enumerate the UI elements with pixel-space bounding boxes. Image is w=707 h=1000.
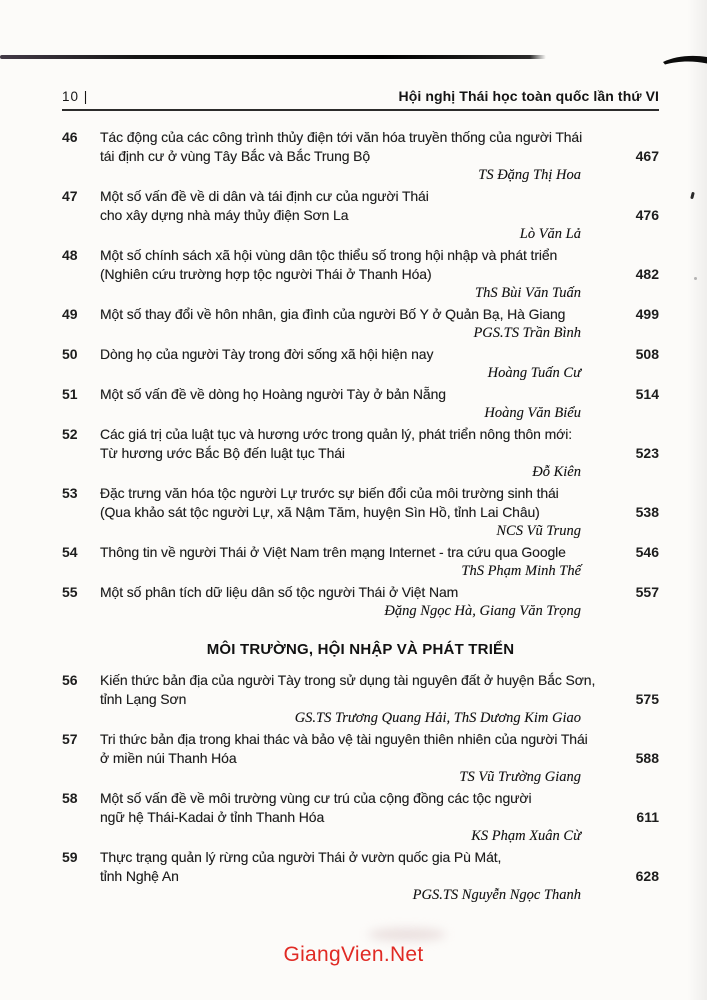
toc <box>62 128 659 905</box>
entry-authors: ThS Bùi Văn Tuấn <box>475 285 581 301</box>
entry-title <box>100 671 611 709</box>
entry-title-line: (Nghiên cứu trường hợp tộc người Thái ở Thanh Hóa) <box>100 266 432 282</box>
toc-entry <box>62 425 659 482</box>
running-title: Hội nghị Thái học toàn quốc lần thứ VI <box>398 88 659 104</box>
watermark-text: GiangVien.Net <box>283 943 424 966</box>
page-content <box>62 88 659 907</box>
entry-page-number: 575 <box>635 691 659 707</box>
entry-title-line: Kiến thức bản địa của người Tày trong sử dụng tài nguyên đất ở huyện Bắc Sơn, <box>100 672 596 688</box>
entry-title <box>100 246 611 284</box>
entry-page-number: 476 <box>635 207 659 223</box>
toc-entry-row <box>62 730 659 768</box>
folio-page-number: 10 | <box>62 89 89 104</box>
entry-title <box>100 128 611 166</box>
toc-entry <box>62 246 659 303</box>
toc-entry <box>62 671 659 728</box>
entry-title-line: tỉnh Nghệ An <box>100 868 179 884</box>
entry-page-number: 467 <box>635 148 659 164</box>
scan-artifact-corner-swoosh <box>663 52 707 70</box>
toc-entry-row <box>62 305 659 324</box>
entry-title <box>100 345 611 364</box>
entry-title <box>100 425 611 463</box>
toc-entry-row <box>62 543 659 562</box>
entry-page-number: 546 <box>635 544 659 560</box>
entry-title-line: Một số thay đổi về hôn nhân, gia đình của người Bố Y ở Quản Bạ, Hà Giang <box>100 306 566 322</box>
entry-number: 58 <box>62 790 78 806</box>
entry-title-line: Thông tin về người Thái ở Việt Nam trên mạng Internet - tra cứu qua Google <box>100 544 566 560</box>
scan-artifact-speck <box>690 192 695 200</box>
entry-title-line: Một số vấn đề về dòng họ Hoàng người Tày ở bản Nẵng <box>100 386 446 402</box>
entry-title <box>100 187 611 225</box>
toc-entry-row <box>62 425 659 463</box>
toc-entry-row <box>62 385 659 404</box>
toc-entry <box>62 385 659 423</box>
scan-artifact-top-line <box>0 55 546 59</box>
entry-title <box>100 305 611 324</box>
entry-title-line: ngữ hệ Thái-Kadai ở tỉnh Thanh Hóa <box>100 809 325 825</box>
header-rule <box>62 109 659 111</box>
toc-entry-row <box>62 187 659 225</box>
entry-number: 52 <box>62 426 78 442</box>
entry-title-line: Từ hương ước Bắc Bộ đến luật tục Thái <box>100 445 345 461</box>
entry-title-line: Một số vấn đề về di dân và tái định cư của người Thái <box>100 188 429 204</box>
entry-number: 59 <box>62 849 78 865</box>
entry-title-line: Một số chính sách xã hội vùng dân tộc thiểu số trong hội nhập và phát triển <box>100 247 558 263</box>
entry-title-line: (Qua khảo sát tộc người Lự, xã Nậm Tăm, huyện Sìn Hồ, tỉnh Lai Châu) <box>100 504 540 520</box>
entry-page-number: 628 <box>635 868 659 884</box>
entry-authors: TS Đặng Thị Hoa <box>478 167 581 183</box>
entry-authors: Hoàng Văn Biểu <box>484 405 581 421</box>
entry-authors: TS Vũ Trường Giang <box>459 769 581 785</box>
entry-page-number: 508 <box>635 346 659 362</box>
toc-entry-row <box>62 246 659 284</box>
page-header <box>62 88 659 104</box>
entry-authors: KS Phạm Xuân Cừ <box>471 828 581 844</box>
entry-title-line: tỉnh Lạng Sơn <box>100 691 187 707</box>
entry-page-number: 538 <box>635 504 659 520</box>
entry-authors: Đỗ Kiên <box>532 464 581 480</box>
entry-title <box>100 848 611 886</box>
entry-title <box>100 583 611 602</box>
entry-title-line: Tri thức bản địa trong khai thác và bảo vệ tài nguyên thiên nhiên của người Thái <box>100 731 588 747</box>
toc-entry-row <box>62 848 659 886</box>
toc-entry <box>62 789 659 846</box>
toc-entry-row <box>62 671 659 709</box>
entry-page-number: 523 <box>635 445 659 461</box>
toc-entry <box>62 484 659 541</box>
toc-entry <box>62 543 659 581</box>
entry-number: 55 <box>62 584 78 600</box>
toc-entry <box>62 187 659 244</box>
entry-page-number: 514 <box>635 386 659 402</box>
entry-page-number: 557 <box>635 584 659 600</box>
entry-title-line: Tác động của các công trình thủy điện tới văn hóa truyền thống của người Thái <box>100 129 583 145</box>
toc-entry <box>62 848 659 905</box>
entry-page-number: 482 <box>635 266 659 282</box>
entry-number: 57 <box>62 731 78 747</box>
entry-authors: PGS.TS Trần Bình <box>473 325 581 341</box>
entry-title <box>100 543 611 562</box>
entry-title-line: cho xây dựng nhà máy thủy điện Sơn La <box>100 207 349 223</box>
entry-number: 46 <box>62 129 78 145</box>
toc-entry <box>62 128 659 185</box>
entry-title-line: Các giá trị của luật tục và hương ước trong quản lý, phát triển nông thôn mới: <box>100 426 572 442</box>
toc-entry <box>62 345 659 383</box>
entry-authors: Đặng Ngọc Hà, Giang Văn Trọng <box>384 603 581 619</box>
entry-title-line: ở miền núi Thanh Hóa <box>100 750 237 766</box>
folio-separator: | <box>83 89 89 104</box>
entry-number: 53 <box>62 485 78 501</box>
entry-authors: NCS Vũ Trung <box>496 523 581 539</box>
section-heading: MÔI TRƯỜNG, HỘI NHẬP VÀ PHÁT TRIỂN <box>206 641 515 658</box>
entry-authors: GS.TS Trương Quang Hải, ThS Dương Kim Giao <box>294 710 581 726</box>
entry-page-number: 499 <box>635 306 659 322</box>
toc-entry-row <box>62 484 659 522</box>
entry-title <box>100 385 611 404</box>
toc-entry-row <box>62 128 659 166</box>
entry-number: 48 <box>62 247 78 263</box>
entry-page-number: 611 <box>636 809 659 825</box>
entry-title <box>100 484 611 522</box>
toc-entry-row <box>62 789 659 827</box>
entry-authors: ThS Phạm Minh Thế <box>461 563 581 579</box>
toc-entry <box>62 730 659 787</box>
scan-artifact-speck <box>694 277 697 280</box>
entry-title-line: Đặc trưng văn hóa tộc người Lự trước sự biến đổi của môi trường sinh thái <box>100 485 559 501</box>
entry-title <box>100 789 611 827</box>
entry-title <box>100 730 611 768</box>
entry-authors: Hoàng Tuấn Cư <box>487 365 581 381</box>
toc-entry <box>62 583 659 621</box>
toc-entry <box>62 305 659 343</box>
scan-artifact-smudge <box>368 928 446 941</box>
entry-title-line: Một số phân tích dữ liệu dân số tộc người Thái ở Việt Nam <box>100 584 459 600</box>
entry-number: 49 <box>62 306 78 322</box>
entry-title-line: Thực trạng quản lý rừng của người Thái ở vườn quốc gia Pù Mát, <box>100 849 502 865</box>
entry-number: 50 <box>62 346 78 362</box>
entry-authors: Lò Văn Lả <box>519 226 581 242</box>
entry-number: 56 <box>62 672 78 688</box>
entry-title-line: tái định cư ở vùng Tây Bắc và Bắc Trung Bộ <box>100 148 371 164</box>
entry-number: 51 <box>62 386 78 402</box>
toc-entry-row <box>62 345 659 364</box>
entry-number: 47 <box>62 188 78 204</box>
entry-title-line: Dòng họ của người Tày trong đời sống xã hội hiện nay <box>100 346 434 362</box>
toc-entry-row <box>62 583 659 602</box>
entry-title-line: Một số vấn đề về môi trường vùng cư trú của cộng đồng các tộc người <box>100 790 532 806</box>
entry-number: 54 <box>62 544 78 560</box>
entry-page-number: 588 <box>635 750 659 766</box>
entry-authors: PGS.TS Nguyễn Ngọc Thanh <box>412 887 581 903</box>
